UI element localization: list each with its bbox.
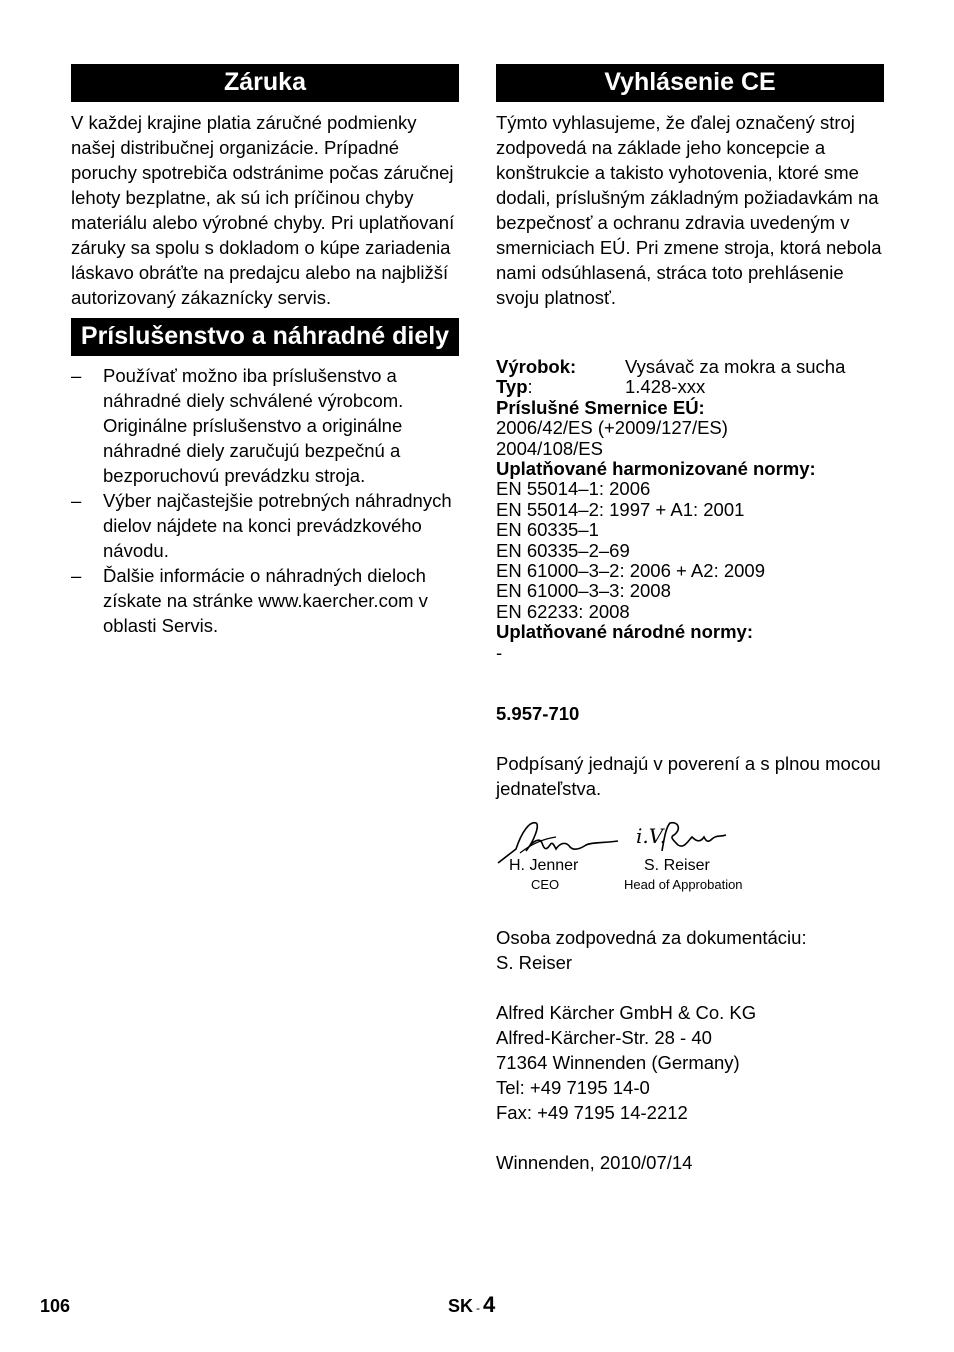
list-item [71,363,459,488]
national-standards-label: Uplatňované národné normy: [496,621,753,643]
ce-heading: Vyhlásenie CE [496,64,884,102]
type-value: 1.428-xxx [625,376,706,398]
bullet-dash: – [71,365,82,386]
warranty-text: V každej krajine platia záručné podmienky našej distribučnej organizácie. Prípadné poruchy spotrebiča odstránime počas záručnej lehoty bezplatne, ak sú ich príčinou chyby materiálu alebo výrobné chyby. Pri uplatňovaní záruky sa spolu s dokladom o kúpe zariadenia láskavo obráťte na predajcu alebo na najbližší autorizovaný zákaznícky servis. [71,112,455,308]
ce-declaration-text: Týmto vyhlasujeme, že ďalej označený stroj zodpovedá na základe jeho koncepcie a konštrukcie a takisto vyhotovenia, ktoré sme dodali, príslušným základným požiadavkám na bezpečnosť a ochranu zdravia uvedeným v smerniciach EÚ. Pri zmene stroja, ktorá nebola nami odsúhlasená, stráca toto prehlásenie svoju platnosť. [496,112,882,308]
type-label: Typ [496,376,528,398]
address-line: 71364 Winnenden (Germany) [496,1052,740,1074]
signer2-role: Head of Approbation [624,877,743,893]
reiser-signature [658,819,730,855]
standard-item: EN 60335–1 [496,519,599,541]
national-standards-value: - [496,641,503,663]
bullet-dash: – [71,490,82,511]
document-number: 5.957-710 [496,703,580,725]
directives-label: Príslušné Smernice EÚ: [496,396,705,418]
type-colon: : [527,376,533,398]
address-line: Fax: +49 7195 14-2212 [496,1102,688,1124]
page-number: 106 [40,1296,71,1316]
doc-responsible-name: S. Reiser [496,952,573,974]
list-item [71,563,459,638]
signer2-prefix: i.V. [636,824,667,849]
signer1-name: H. Jenner [509,857,579,875]
section-page-label [448,1292,495,1318]
footer-separator: - [476,1301,481,1315]
list-item-text: Používať možno iba príslušenstvo a náhradné diely schválené výrobcom. Originálne príslušenstvo a originálne náhradné diely zaručujú bezpečnú a bezporuchovú prevádzku stroja. [103,365,404,486]
address-line: Alfred Kärcher GmbH & Co. KG [496,1002,757,1024]
right-column [496,64,884,1175]
accessories-list [71,363,459,638]
bullet-dash: – [71,565,82,586]
company-address [496,1000,884,1125]
product-value: Vysávač za mokra a sucha [625,356,846,377]
address-line: Alfred-Kärcher-Str. 28 - 40 [496,1027,712,1049]
accessories-heading: Príslušenstvo a náhradné diely [71,318,459,356]
standard-item: EN 55014–1: 2006 [496,478,651,500]
address-line: Tel: +49 7195 14-0 [496,1077,650,1099]
standard-item: EN 55014–2: 1997 + A1: 2001 [496,498,745,520]
language-code: SK [448,1296,474,1316]
signature-block [496,815,884,905]
list-item [71,488,459,563]
warranty-heading: Záruka [71,64,459,102]
list-item-text: Ďalšie informácie o náhradných dieloch získate na stránke www.kaercher.com v oblasti Servis. [103,565,428,636]
directive-item: 2004/108/ES [496,437,603,459]
section-page-number: 4 [483,1292,496,1317]
standard-item: EN 62233: 2008 [496,600,630,622]
place-date: Winnenden, 2010/07/14 [496,1152,693,1174]
harmonized-standards-label: Uplatňované harmonizované normy: [496,458,816,480]
product-details [496,357,884,663]
signer2-name: S. Reiser [644,857,710,875]
left-column [71,64,459,638]
doc-responsible-label: Osoba zodpovedná za dokumentáciu: [496,927,807,949]
product-label: Výrobok: [496,356,577,377]
signed-statement: Podpísaný jednajú v poverení a s plnou mocou jednateľstva. [496,753,881,800]
signer1-role: CEO [531,877,560,893]
standard-item: EN 60335–2–69 [496,539,630,561]
standard-item: EN 61000–3–3: 2008 [496,580,671,602]
directive-item: 2006/42/ES (+2009/127/ES) [496,417,728,439]
standard-item: EN 61000–3–2: 2006 + A2: 2009 [496,560,765,582]
list-item-text: Výber najčastejšie potrebných náhradnych dielov nájdete na konci prevádzkového návodu. [103,490,452,561]
